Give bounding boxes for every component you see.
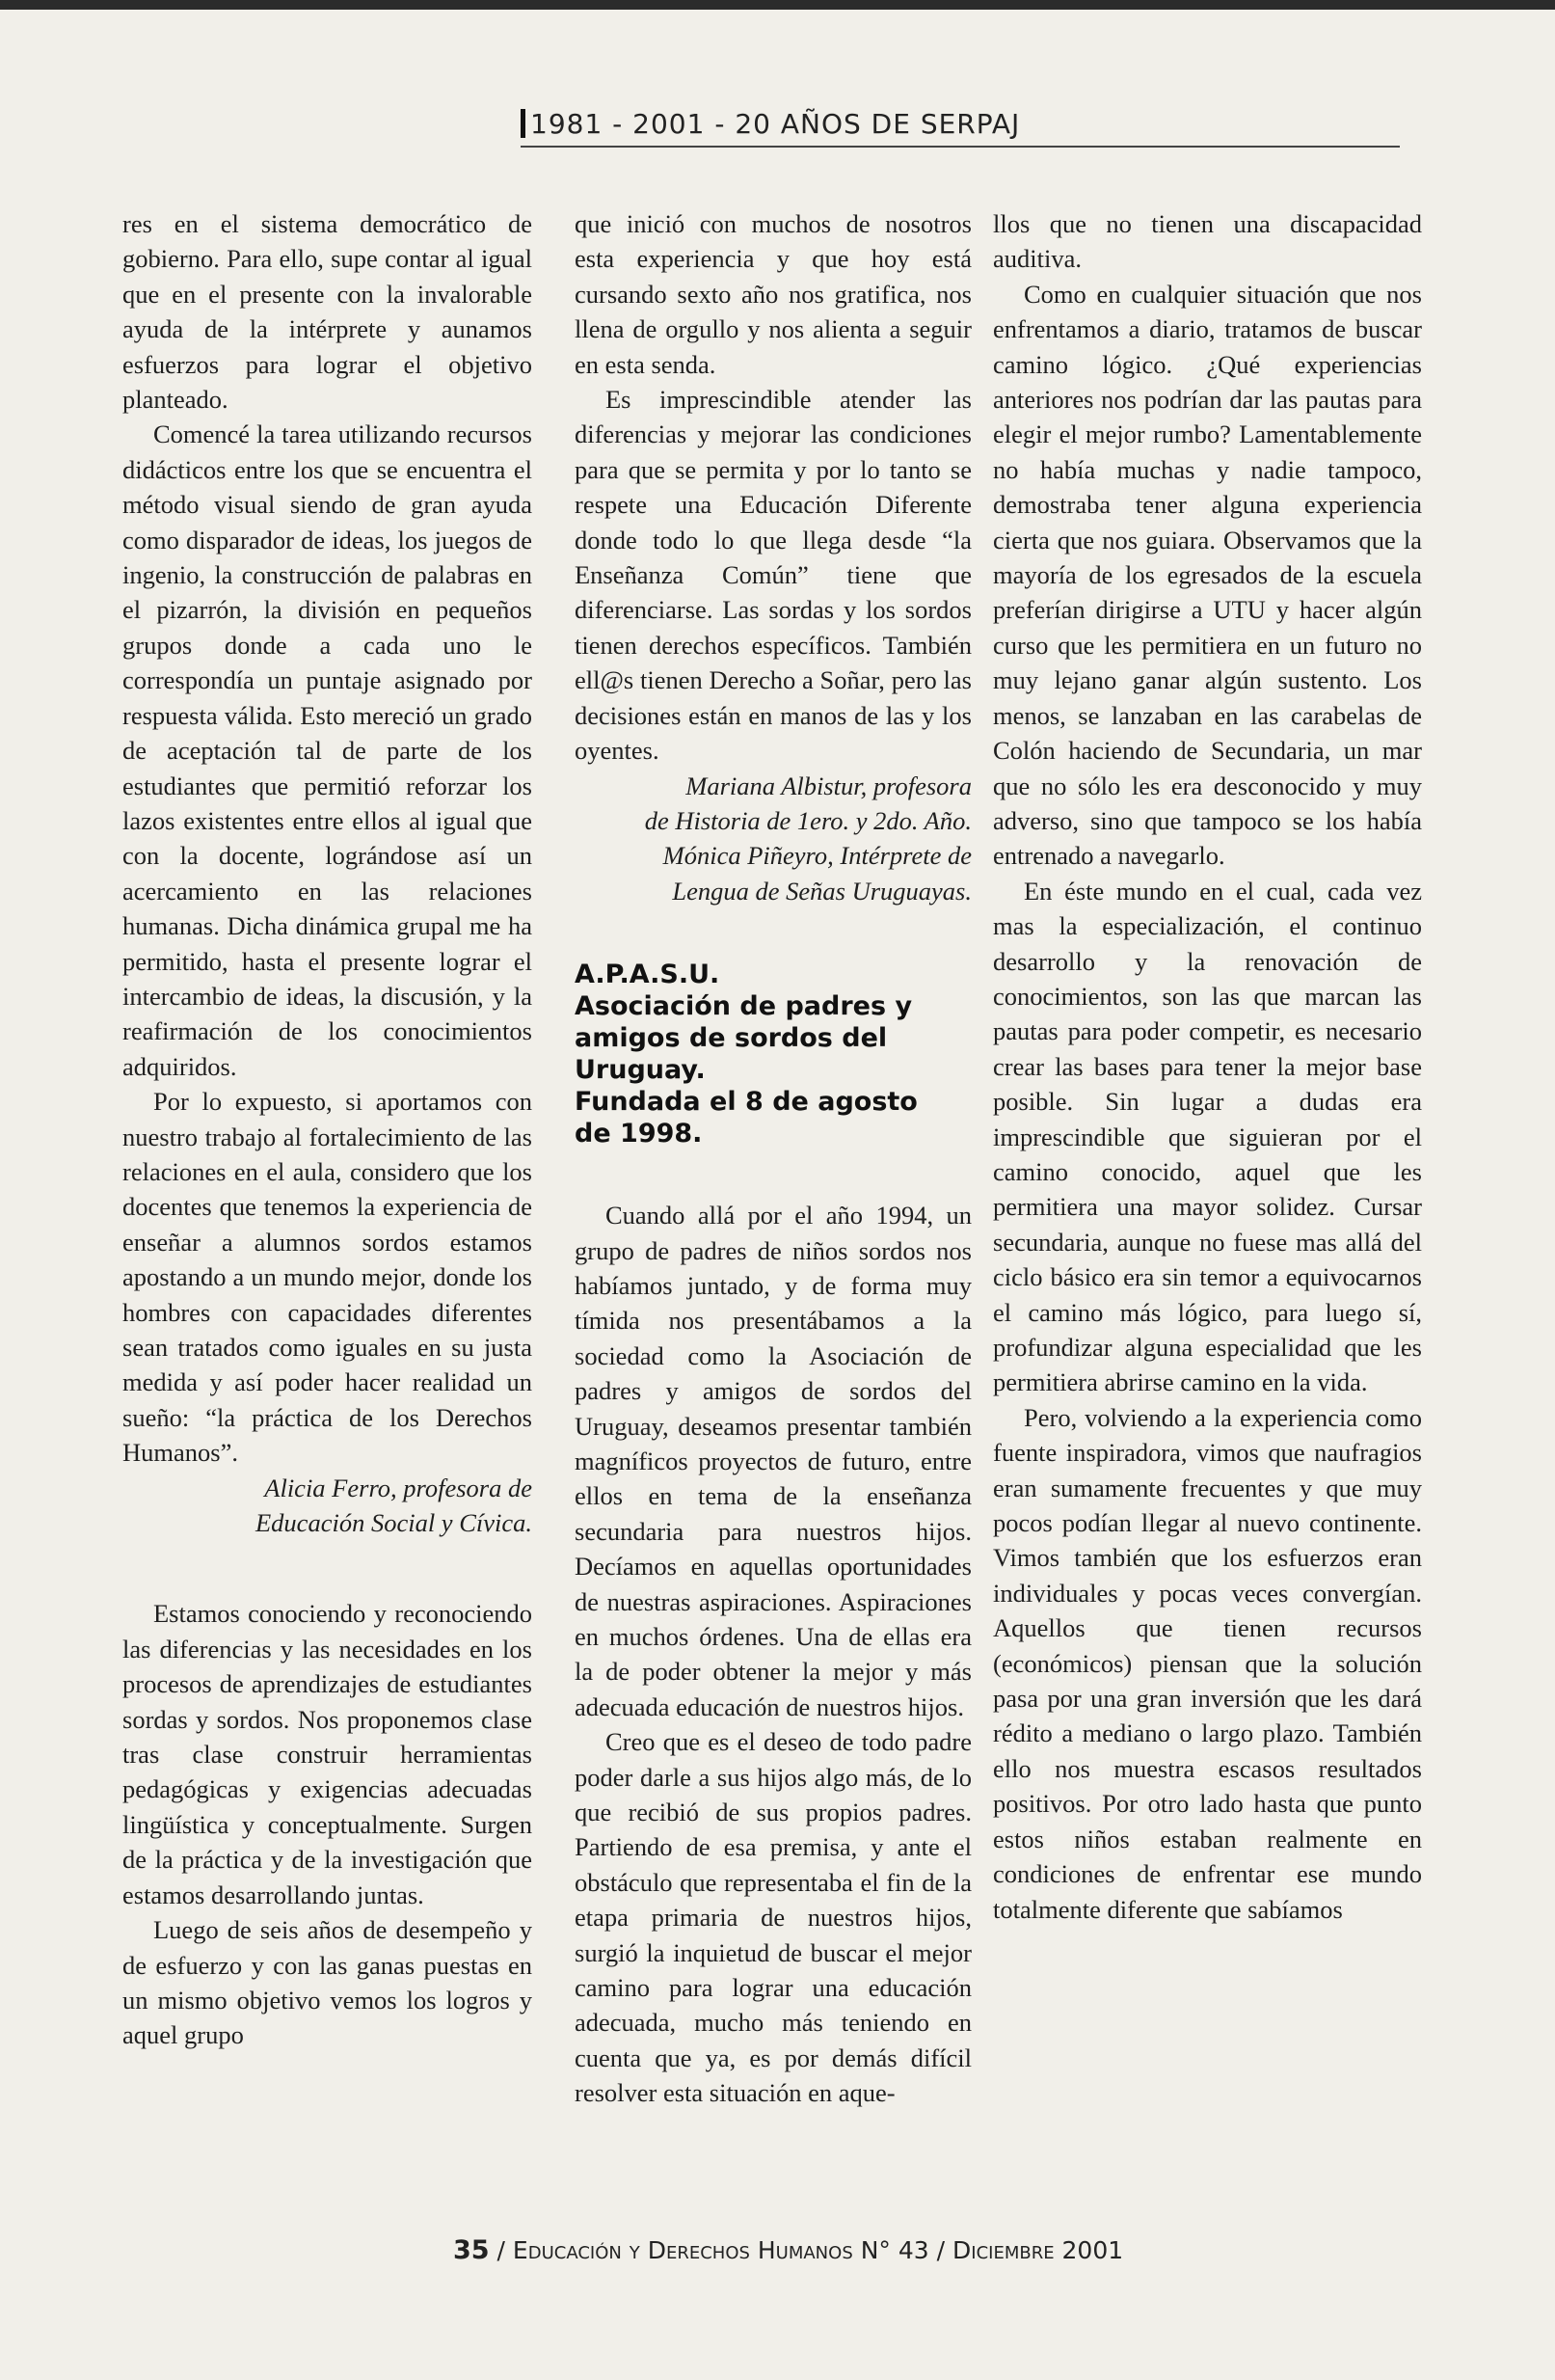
signature-line: Lengua de Señas Uruguayas.	[672, 876, 972, 906]
signature-line: Mónica Piñeyro, Intérprete de	[662, 841, 972, 871]
issue-date: Diciembre 2001	[952, 2236, 1124, 2264]
paragraph: Pero, volviendo a la experiencia como fuente inspiradora, vimos que naufragios eran sumamente frecuentes y que muy pocos podían llegar al nuevo continente. Vimos también que los esfuerzos eran individuales y pocas veces convergían. Aquellos que tienen recursos (económicos) piensan que la solución pasa por una gran inversión que les dará rédito a mediano o largo plazo. También ello nos muestra escasos resultados positivos. Por otro lado hasta que punto estos niños estaban realmente en condiciones de enfrentar ese mundo totalmente diferente que sabíamos	[993, 1402, 1422, 1924]
running-header	[521, 108, 1400, 148]
footer-separator: /	[496, 2236, 505, 2264]
paragraph: res en el sistema democrático de gobierno. Para ello, supe contar al igual que en el presente con la invalorable ayuda de la intérprete y aunamos esfuerzos para lograr el objetivo planteado.	[122, 209, 532, 415]
section-heading	[575, 959, 972, 1149]
section-heading-line: de 1998.	[575, 1119, 703, 1149]
journal-name: Educación y Derechos Humanos	[512, 2236, 853, 2264]
section-heading-line: Uruguay.	[575, 1055, 706, 1086]
footer-separator: /	[936, 2236, 946, 2264]
section-heading-line: Fundada el 8 de agosto	[575, 1087, 918, 1118]
paragraph: que inició con muchos de nosotros esta experiencia y que hoy está cursando sexto año nos gratifica, nos llena de orgullo y nos alienta a seguir en esta senda.	[575, 209, 972, 379]
section-heading-line: amigos de sordos del	[575, 1023, 888, 1054]
paragraph: Cuando allá por el año 1994, un grupo de padres de niños sordos nos habíamos juntado, y de forma muy tímida nos presentábamos a la sociedad como la Asociación de padres y amigos de sordos del Uruguay, deseamos presentar también magníficos proyectos de futuro, entre ellos en tema de la enseñanza secundaria para nuestros hijos. Decíamos en aquellas oportunidades de nuestras aspiraciones. Aspiraciones en muchos órdenes. Una de ellas era la de poder obtener la mejor y más adecuada educación de nuestros hijos.	[575, 1201, 972, 1721]
header-bar-mark	[521, 109, 525, 138]
column-1	[122, 206, 532, 2053]
column-3	[993, 206, 1422, 1927]
paragraph: Luego de seis años de desempeño y de esfuerzo y con las ganas puestas en un mismo objetivo vemos los logros y aquel grupo	[122, 1915, 532, 2050]
signature-line: Mariana Albistur, profesora	[685, 771, 972, 800]
page-footer	[453, 2235, 1128, 2265]
signature-line: Alicia Ferro, profesora de	[264, 1473, 532, 1502]
issue-number: N° 43	[860, 2236, 929, 2264]
header-title: 1981 - 2001 - 20 AÑOS DE SERPAJ	[530, 108, 1021, 140]
paragraph: Estamos conociendo y reconociendo las diferencias y las necesidades en los procesos de aprendizajes de estudiantes sordas y sordos. Nos proponemos clase tras clase construir herramientas pedagógicas y exigencias adecuadas lingüística y conceptualmente. Surgen de la práctica y de la investigación que estamos desarrollando juntas.	[122, 1599, 532, 1909]
paragraph: Por lo expuesto, si aportamos con nuestro trabajo al fortalecimiento de las relaciones en el aula, considero que los docentes que tenemos la experiencia de enseñar a alumnos sordos estamos apostando a un mundo mejor, donde los hombres con capacidades diferentes sean tratados como iguales en su justa medida y así poder hacer realidad un sueño: “la práctica de los Derechos Humanos”.	[122, 1087, 532, 1468]
section-heading-line: Asociación de padres y	[575, 991, 913, 1022]
top-border	[0, 0, 1555, 10]
paragraph: Creo que es el deseo de todo padre poder darle a sus hijos algo más, de lo que recibió de sus propios padres. Partiendo de esa premisa, y ante el obstáculo que representaba el fin de la etapa primaria de nuestros hijos, surgió la inquietud de buscar el mejor camino para lograr una educación adecuada, mucho más teniendo en cuenta que ya, es por demás difícil resolver esta situación en aque-	[575, 1727, 972, 2108]
page-number: 35	[453, 2235, 490, 2265]
paragraph: Como en cualquier situación que nos enfrentamos a diario, tratamos de buscar camino lógico. ¿Qué experiencias anteriores nos podrían dar las pautas para elegir el mejor rumbo? Lamentablemente no había muchas y nadie tampoco, demostraba tener alguna experiencia cierta que nos guiara. Observamos que la mayoría de los egresados de la escuela preferían dirigirse a UTU y hacer algún curso que les permitiera en un futuro no muy lejano ganar algún sustento. Los menos, se lanzaban en las carabelas de Colón haciendo de Secundaria, un mar que no sólo les era desconocido y muy adverso, sino que tampoco se los había entrenado a navegarlo.	[993, 279, 1422, 871]
paragraph: Es imprescindible atender las diferencias y mejorar las condiciones para que se permita y por lo tanto se respete una Educación Diferente donde todo lo que llega desde “la Enseñanza Común” tiene que diferenciarse. Las sordas y los sordos tienen derechos específicos. También ell@s tienen Derecho a Soñar, pero las decisiones están en manos de las y los oyentes.	[575, 385, 972, 766]
paragraph: Comencé la tarea utilizando recursos didácticos entre los que se encuentra el método visual siendo de gran ayuda como disparador de ideas, los juegos de ingenio, la construcción de palabras en el pizarrón, la división en pequeños grupos donde a cada uno le correspondía un puntaje asignado por respuesta válida. Esto mereció un grado de aceptación tal de parte de los estudiantes que permitió reforzar los lazos existentes entre ellos al igual que con la docente, lográndose así un acercamiento en las relaciones humanas. Dicha dinámica grupal me ha permitido, hasta el presente lograr el intercambio de ideas, la discusión, y la reafirmación de los conocimientos adquiridos.	[122, 419, 532, 1081]
section-heading-line: A.P.A.S.U.	[575, 960, 720, 990]
signature-line: Educación Social y Cívica.	[255, 1508, 532, 1538]
signature-line: de Historia de 1ero. y 2do. Año.	[644, 805, 972, 835]
paragraph: llos que no tienen una discapacidad auditiva.	[993, 209, 1422, 274]
column-2	[575, 206, 972, 2111]
paragraph: En éste mundo en el cual, cada vez mas la especialización, el continuo desarrollo y la renovación de conocimientos, son las que marcan las pautas para poder competir, es necesario crear las bases para tener la mejor base posible. Sin lugar a dudas era imprescindible que siguieran por el camino conocido, aquel que les permitiera una mayor solidez. Cursar secundaria, aunque no fuese mas allá del ciclo básico era sin temor a equivocarnos el camino más lógico, para luego sí, profundizar alguna especialidad que les permitiera abrirse camino en la vida.	[993, 876, 1422, 1397]
